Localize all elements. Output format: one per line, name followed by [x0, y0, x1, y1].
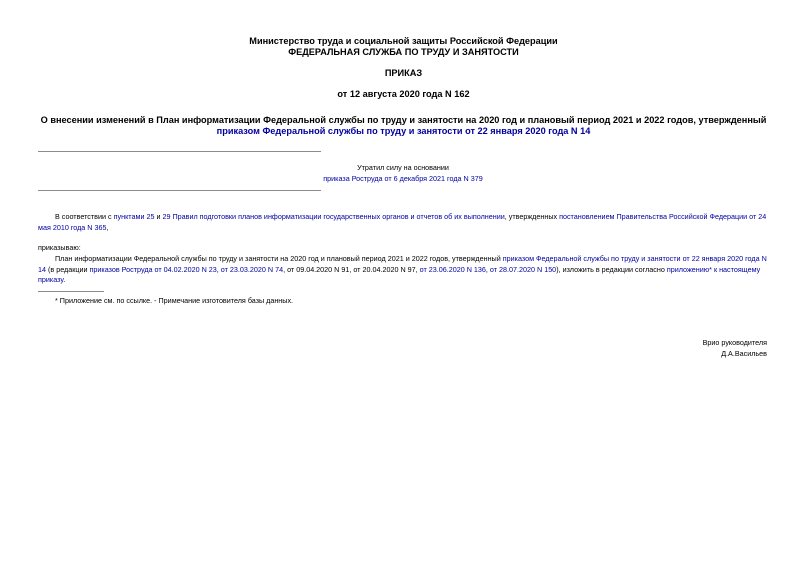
- preamble-link-item25[interactable]: пунктами 25: [113, 212, 155, 221]
- signature-name: Д.А.Васильев: [721, 349, 767, 358]
- doc-title-link[interactable]: приказом Федеральной службы по труду и занятости от 22 января 2020 года N 14: [216, 126, 591, 136]
- signature-block: [567, 337, 767, 359]
- doc-date-number: от 12 августа 2020 года N 162: [337, 89, 470, 99]
- body-link-order136[interactable]: от 23.06.2020 N 136: [419, 264, 486, 274]
- signature-position: Врио руководителя: [702, 338, 767, 347]
- doc-title-text: О внесении изменений в План информатизации Федеральной службы по труду и занятости на 2020 год и плановый период 2021 и 2022 годов, утвержденный: [40, 115, 767, 125]
- service-name: ФЕДЕРАЛЬНАЯ СЛУЖБА ПО ТРУДУ И ЗАНЯТОСТИ: [288, 47, 519, 57]
- preamble-link-rules[interactable]: 29 Правил подготовки планов информатизации государственных органов и отчетов об их выполнении: [162, 212, 505, 221]
- body-link-order150[interactable]: от 28.07.2020 N 150: [489, 264, 557, 274]
- order-word: приказываю:: [38, 243, 81, 252]
- doc-title: [40, 115, 767, 137]
- body-link-order23[interactable]: приказов Роструда от 04.02.2020 N 23: [89, 264, 217, 274]
- status-rule-top: [38, 151, 321, 152]
- body-paragraph: План информатизации Федеральной службы по труду и занятости на 2020 год и плановый период 2021 и 2022 годов, утвержденный приказом Федеральной службы по труду и занятости от 22 января 2020 года N 14 (в редакции приказов Роструда от 04.02.2020 N 23, от 23.03.2020 N 74, от 09.04.2020 N 91, от 20.04.2020 N 97, от 23.06.2020 N 136, от 28.07.2020 N 150), изложить в редакции согласно приложению* к настоящему приказу.: [38, 254, 767, 285]
- status-note: [230, 163, 576, 184]
- preamble-link-resolution[interactable]: постановлением Правительства Российской Федерации от 24 мая 2010 года N 365: [38, 212, 767, 232]
- body-link-appendix[interactable]: приложению* к настоящему приказу: [38, 264, 761, 285]
- ministry-name: Министерство труда и социальной защиты Российской Федерации: [249, 36, 558, 46]
- status-line: Утратил силу на основании: [357, 163, 449, 172]
- footnote-rule: [38, 291, 104, 292]
- footnote: * Приложение см. по ссылке. - Примечание изготовителя базы данных.: [55, 296, 294, 305]
- doc-type: ПРИКАЗ: [384, 68, 423, 78]
- status-rule-bottom: [38, 190, 321, 191]
- preamble-paragraph: В соответствии с пунктами 25 и 29 Правил подготовки планов информатизации государственных органов и отчетов об их выполнении, утвержденных постановлением Правительства Российской Федерации от 24 мая 2010 года N 365,: [38, 212, 767, 232]
- status-link[interactable]: приказа Роструда от 6 декабря 2021 года N 379: [323, 173, 483, 183]
- body-link-order74[interactable]: от 23.03.2020 N 74: [220, 264, 284, 274]
- body-link-order14[interactable]: приказом Федеральной службы по труду и занятости от 22 января 2020 года N 14: [38, 254, 767, 274]
